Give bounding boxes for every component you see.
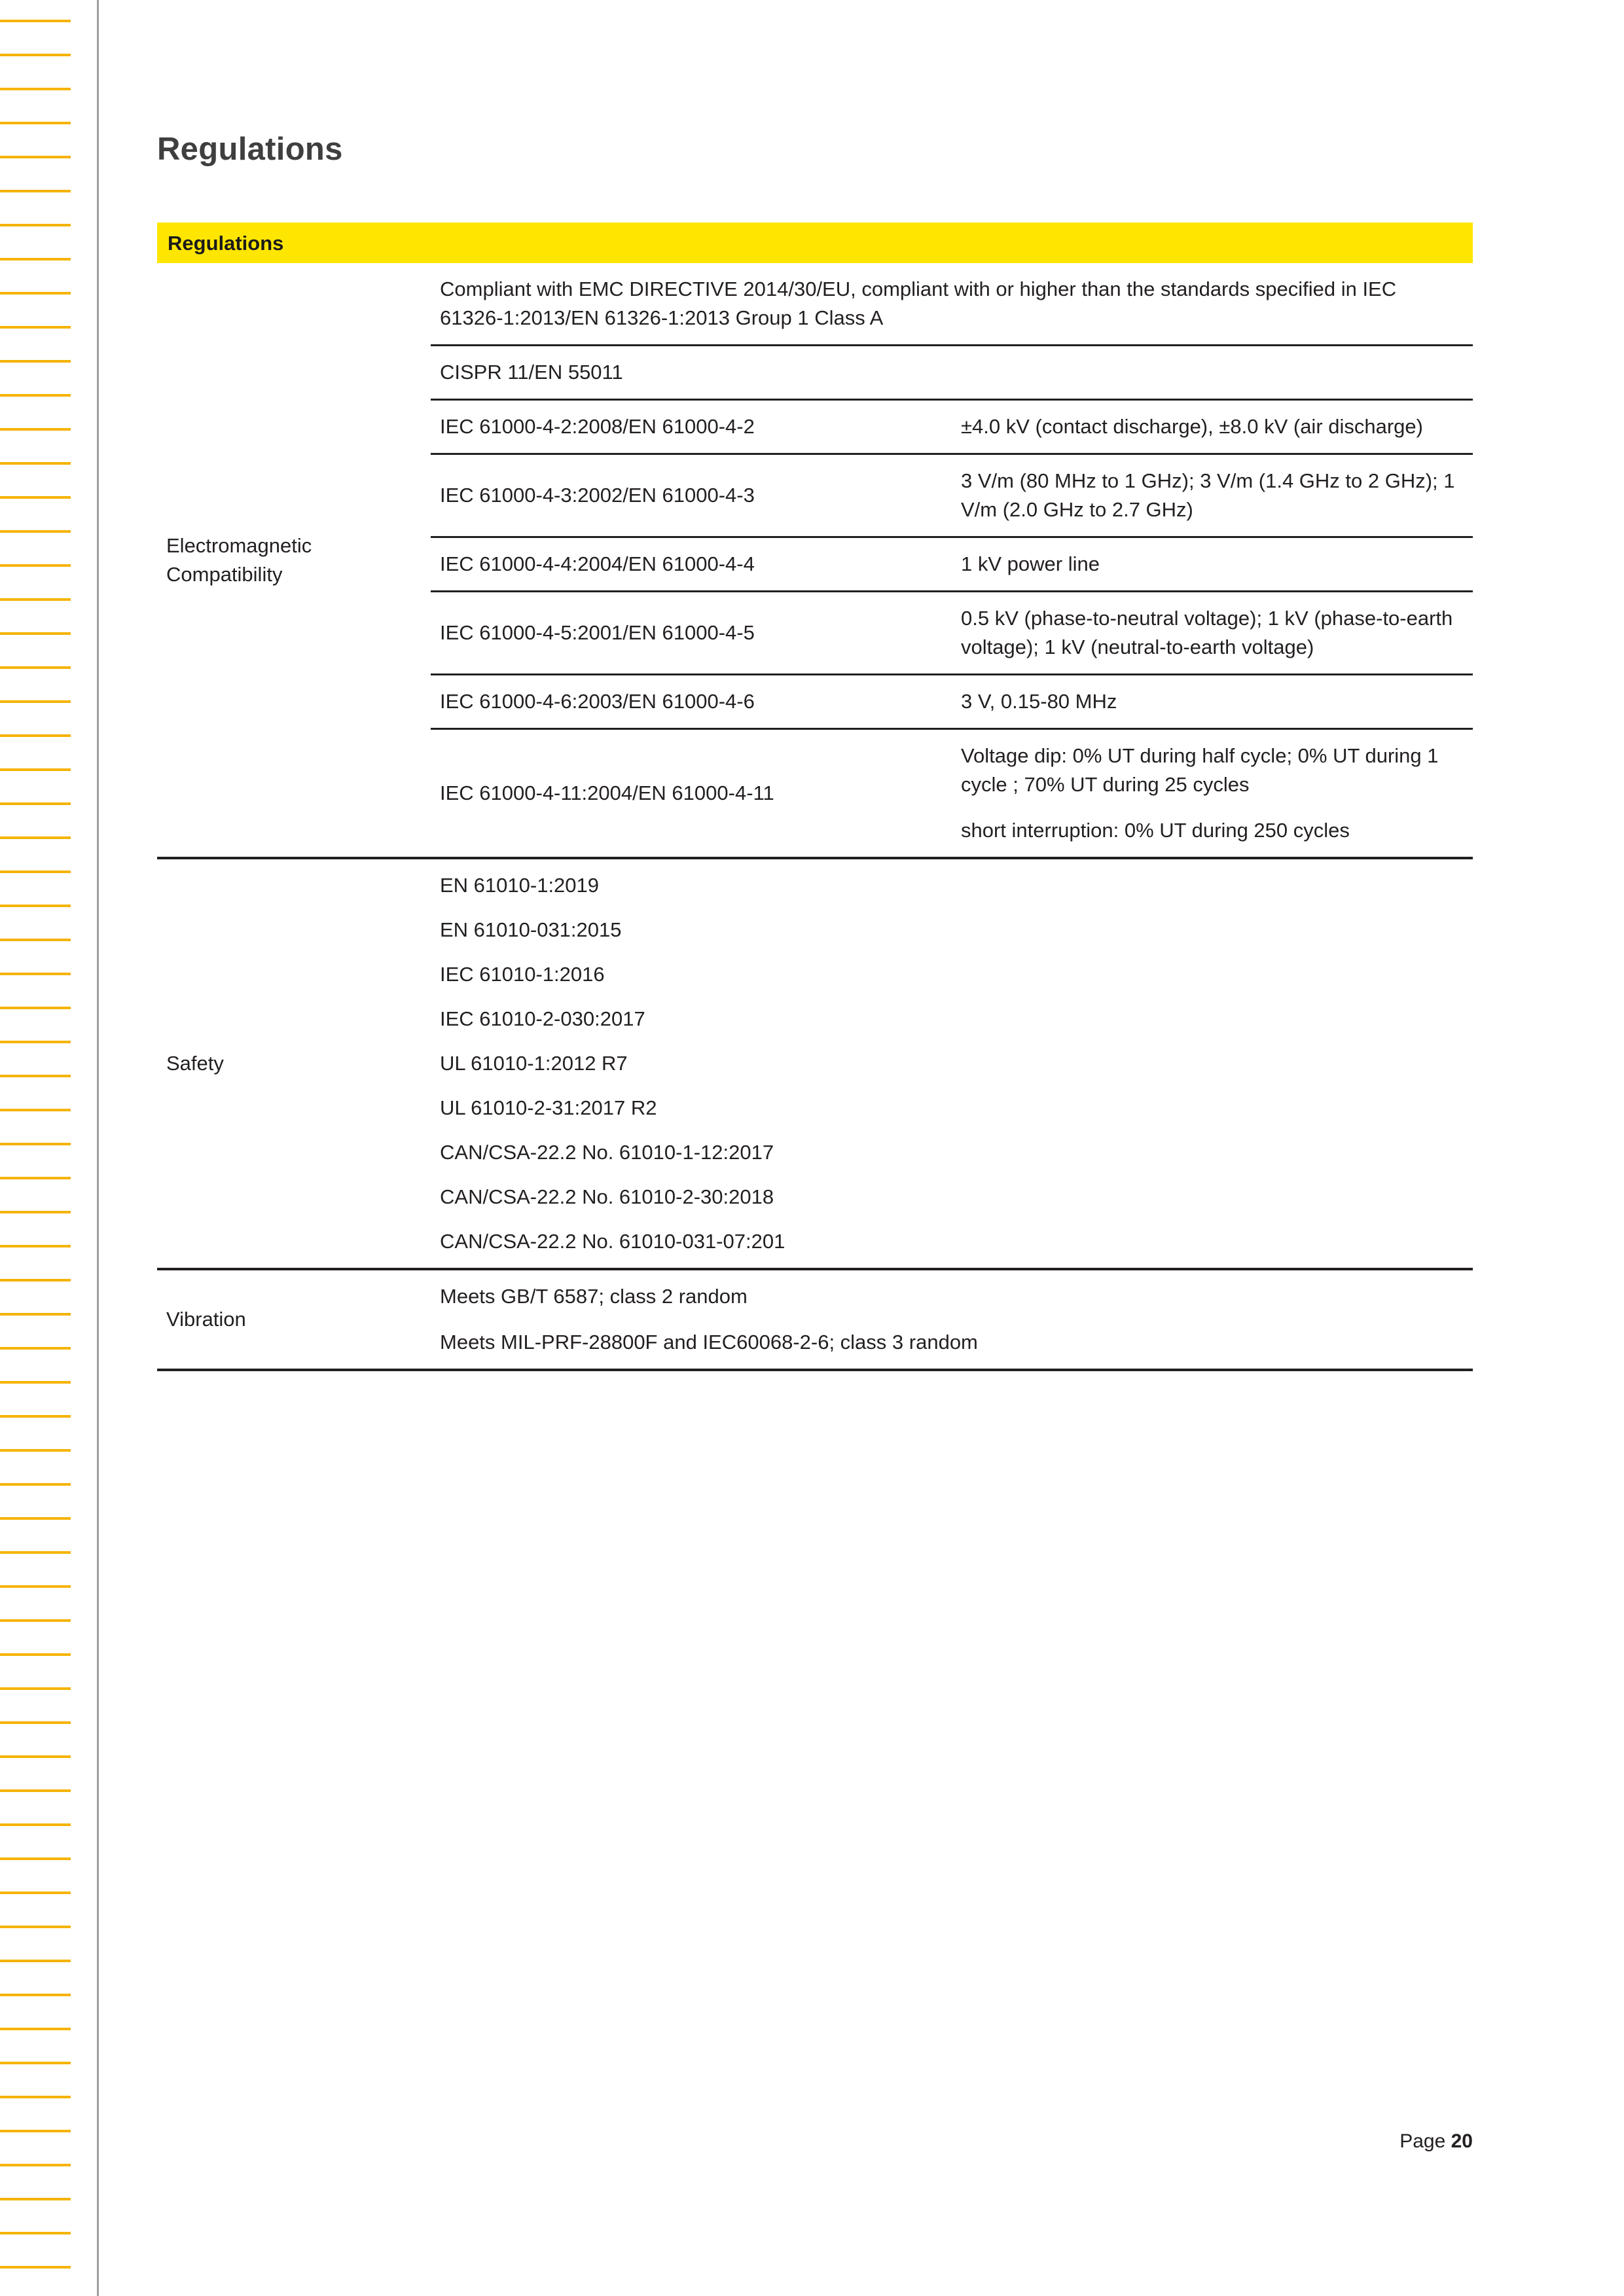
rail-dash <box>0 462 71 465</box>
rail-dash <box>0 1245 71 1247</box>
rail-dash <box>0 1177 71 1179</box>
rail-dash <box>0 802 71 805</box>
rail-dash <box>0 2198 71 2200</box>
rail-dash <box>0 1483 71 1486</box>
rail-dash <box>0 2266 71 2269</box>
rail-dash <box>0 2232 71 2234</box>
emc-value-5 <box>952 729 1473 859</box>
list-item: CAN/CSA-22.2 No. 61010-1-12:2017 <box>440 1141 774 1164</box>
rail-dash <box>0 598 71 601</box>
rail-dash <box>0 1211 71 1213</box>
section-header-bar <box>157 223 1473 263</box>
emc-value-1: 3 V/m (80 MHz to 1 GHz); 3 V/m (1.4 GHz to 2 GHz); 1 V/m (2.0 GHz to 2.7 GHz) <box>952 454 1473 537</box>
rail-dash <box>0 1075 71 1077</box>
rail-dash <box>0 1823 71 1826</box>
emc-value-4: 3 V, 0.15-80 MHz <box>952 675 1473 729</box>
safety-standards-list <box>431 858 1473 1269</box>
rail-dash <box>0 428 71 431</box>
rail-dash <box>0 973 71 975</box>
list-item: IEC 61010-2-030:2017 <box>440 1007 645 1031</box>
emc-standard-3: IEC 61000-4-5:2001/EN 61000-4-5 <box>431 592 952 675</box>
rail-dash <box>0 939 71 941</box>
rail-dash <box>0 1313 71 1316</box>
rail-dash <box>0 1143 71 1145</box>
emc-standard-2: IEC 61000-4-4:2004/EN 61000-4-4 <box>431 537 952 592</box>
list-item: CAN/CSA-22.2 No. 61010-031-07:201 <box>440 1230 785 1253</box>
rail-dash <box>0 496 71 499</box>
emc-standard-0: IEC 61000-4-2:2008/EN 61000-4-2 <box>431 400 952 454</box>
section-header-label: Regulations <box>168 232 284 255</box>
vibration-values <box>431 1269 1473 1370</box>
footer-page-number: 20 <box>1451 2130 1473 2152</box>
rail-dash <box>0 190 71 192</box>
rail-dash <box>0 20 71 22</box>
page-title: Regulations <box>157 132 343 167</box>
rail-dash <box>0 836 71 839</box>
rail-dash <box>0 360 71 363</box>
rail-dash <box>0 700 71 703</box>
emc-value-2: 1 kV power line <box>952 537 1473 592</box>
vibration-line2: Meets MIL-PRF-28800F and IEC60068-2-6; class 3 random <box>440 1331 978 1354</box>
rail-dash <box>0 1926 71 1928</box>
rail-dash <box>0 905 71 907</box>
rail-divider-line <box>97 0 99 2296</box>
rail-dash <box>0 564 71 567</box>
rail-dash <box>0 88 71 90</box>
rail-dash <box>0 666 71 669</box>
rail-dash <box>0 768 71 771</box>
rail-dash <box>0 2062 71 2064</box>
rail-dash <box>0 1687 71 1690</box>
table-row <box>157 1269 1473 1370</box>
rail-dash <box>0 2130 71 2132</box>
rail-dash <box>0 1721 71 1724</box>
rail-dash <box>0 1619 71 1622</box>
row-label-emc: Electromagnetic Compatibility <box>166 533 312 586</box>
rail-dash <box>0 734 71 737</box>
rail-dash <box>0 1755 71 1758</box>
rail-dash <box>0 1109 71 1111</box>
list-item: EN 61010-1:2019 <box>440 874 600 897</box>
emc-value-5-line2: short interruption: 0% UT during 250 cycles <box>961 819 1350 842</box>
footer-label: Page <box>1399 2130 1446 2152</box>
list-item: EN 61010-031:2015 <box>440 918 622 942</box>
list-item: IEC 61010-1:2016 <box>440 963 605 986</box>
rail-dash <box>0 2164 71 2166</box>
rail-dash <box>0 632 71 635</box>
rail-dash <box>0 292 71 295</box>
rail-dash <box>0 122 71 124</box>
decorative-dash-rail <box>0 0 98 2296</box>
emc-cispr-text: CISPR 11/EN 55011 <box>431 346 1473 400</box>
row-label-safety: Safety <box>157 858 431 1269</box>
rail-dash <box>0 326 71 329</box>
rail-dash <box>0 1381 71 1384</box>
rail-dash <box>0 54 71 56</box>
emc-standard-1: IEC 61000-4-3:2002/EN 61000-4-3 <box>431 454 952 537</box>
rail-dash <box>0 258 71 260</box>
rail-dash <box>0 1517 71 1520</box>
rail-dash <box>0 1789 71 1792</box>
rail-dash <box>0 1585 71 1588</box>
emc-standard-4: IEC 61000-4-6:2003/EN 61000-4-6 <box>431 675 952 729</box>
rail-dash <box>0 1347 71 1350</box>
rail-dash <box>0 870 71 873</box>
list-item: UL 61010-2-31:2017 R2 <box>440 1096 657 1120</box>
rail-dash <box>0 1960 71 1962</box>
rail-dash <box>0 2028 71 2030</box>
table-row <box>157 858 1473 1269</box>
rail-dash <box>0 156 71 158</box>
rail-dash <box>0 2096 71 2098</box>
row-label-vibration: Vibration <box>157 1269 431 1370</box>
rail-dash <box>0 1994 71 1996</box>
list-item: UL 61010-1:2012 R7 <box>440 1052 628 1075</box>
rail-dash <box>0 1551 71 1554</box>
emc-value-0: ±4.0 kV (contact discharge), ±8.0 kV (air discharge) <box>952 400 1473 454</box>
emc-value-5-line1: Voltage dip: 0% UT during half cycle; 0% UT during 1 cycle ; 70% UT during 25 cycles <box>961 744 1439 797</box>
page-content <box>157 0 1473 2296</box>
rail-dash <box>0 1415 71 1418</box>
table-row <box>157 263 1473 346</box>
rail-dash <box>0 1007 71 1009</box>
emc-intro-text: Compliant with EMC DIRECTIVE 2014/30/EU, compliant with or higher than the standards specified in IEC 61326-1:2013/EN 61326-1:2013 Group 1 Class A <box>440 278 1397 330</box>
rail-dash <box>0 1041 71 1043</box>
page-footer <box>1399 2130 1473 2153</box>
rail-dash <box>0 1857 71 1860</box>
list-item: CAN/CSA-22.2 No. 61010-2-30:2018 <box>440 1185 774 1209</box>
regulations-table <box>157 263 1473 1371</box>
rail-dash <box>0 1449 71 1452</box>
rail-dash <box>0 1892 71 1894</box>
rail-dash <box>0 394 71 397</box>
rail-dash <box>0 1279 71 1282</box>
vibration-line1: Meets GB/T 6587; class 2 random <box>440 1285 748 1308</box>
rail-dash <box>0 224 71 226</box>
emc-value-3: 0.5 kV (phase-to-neutral voltage); 1 kV (phase-to-earth voltage); 1 kV (neutral-to-earth voltage) <box>952 592 1473 675</box>
rail-dash <box>0 530 71 533</box>
emc-standard-5: IEC 61000-4-11:2004/EN 61000-4-11 <box>431 729 952 859</box>
rail-dash <box>0 1653 71 1656</box>
